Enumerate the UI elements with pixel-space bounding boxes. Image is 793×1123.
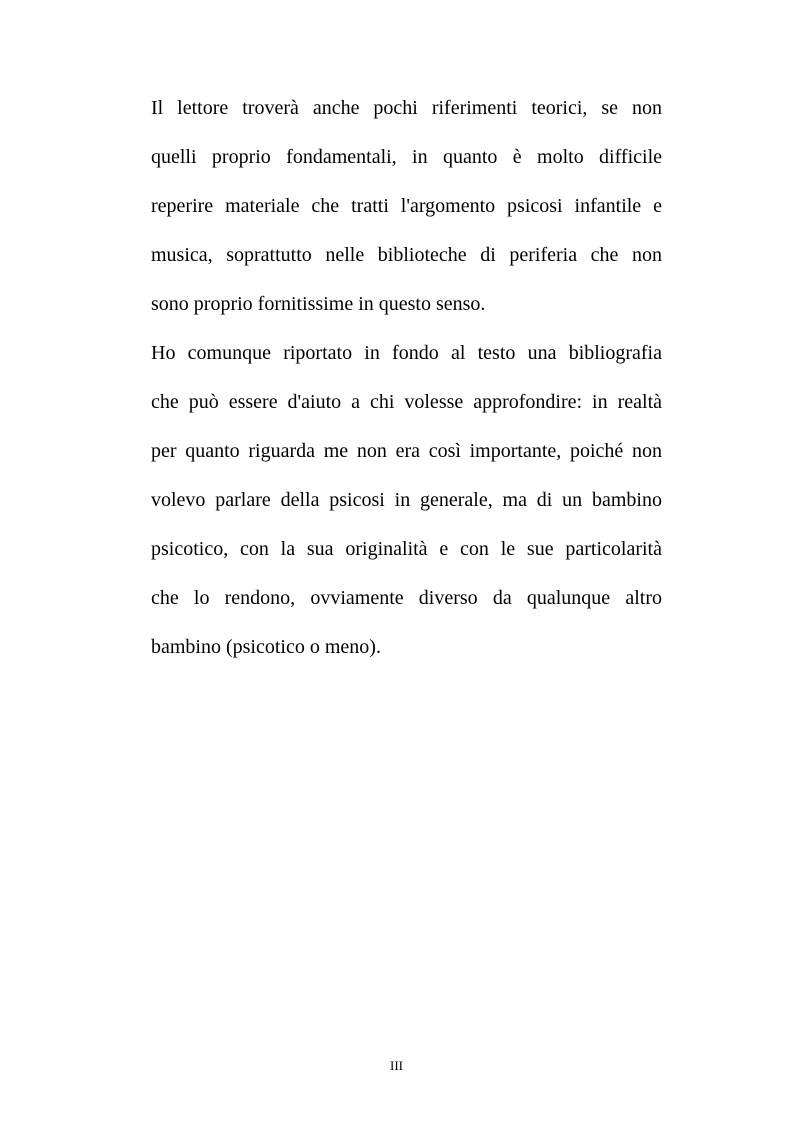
text-line: che lo rendono, ovviamente diverso da qualunque altro bbox=[151, 587, 662, 609]
page-number: III bbox=[390, 1058, 403, 1073]
text-line: sono proprio fornitissime in questo senso. bbox=[151, 293, 486, 315]
text-line: musica, soprattutto nelle biblioteche di periferia che non bbox=[151, 244, 662, 266]
text-line: bambino (psicotico o meno). bbox=[151, 636, 381, 658]
text-line: per quanto riguarda me non era così importante, poiché non bbox=[151, 440, 662, 462]
text-line: Ho comunque riportato in fondo al testo una bibliografia bbox=[151, 342, 662, 364]
paragraph-2 bbox=[151, 333, 662, 676]
text-line: volevo parlare della psicosi in generale, ma di un bambino bbox=[151, 489, 662, 511]
paragraph-1 bbox=[151, 88, 662, 333]
body-text bbox=[151, 88, 662, 676]
text-line: quelli proprio fondamentali, in quanto è molto difficile bbox=[151, 146, 662, 168]
text-line: che può essere d'aiuto a chi volesse approfondire: in realtà bbox=[151, 391, 662, 413]
text-line: psicotico, con la sua originalità e con le sue particolarità bbox=[151, 538, 662, 560]
text-line: reperire materiale che tratti l'argomento psicosi infantile e bbox=[151, 195, 662, 217]
text-line: Il lettore troverà anche pochi riferimenti teorici, se non bbox=[151, 97, 662, 119]
